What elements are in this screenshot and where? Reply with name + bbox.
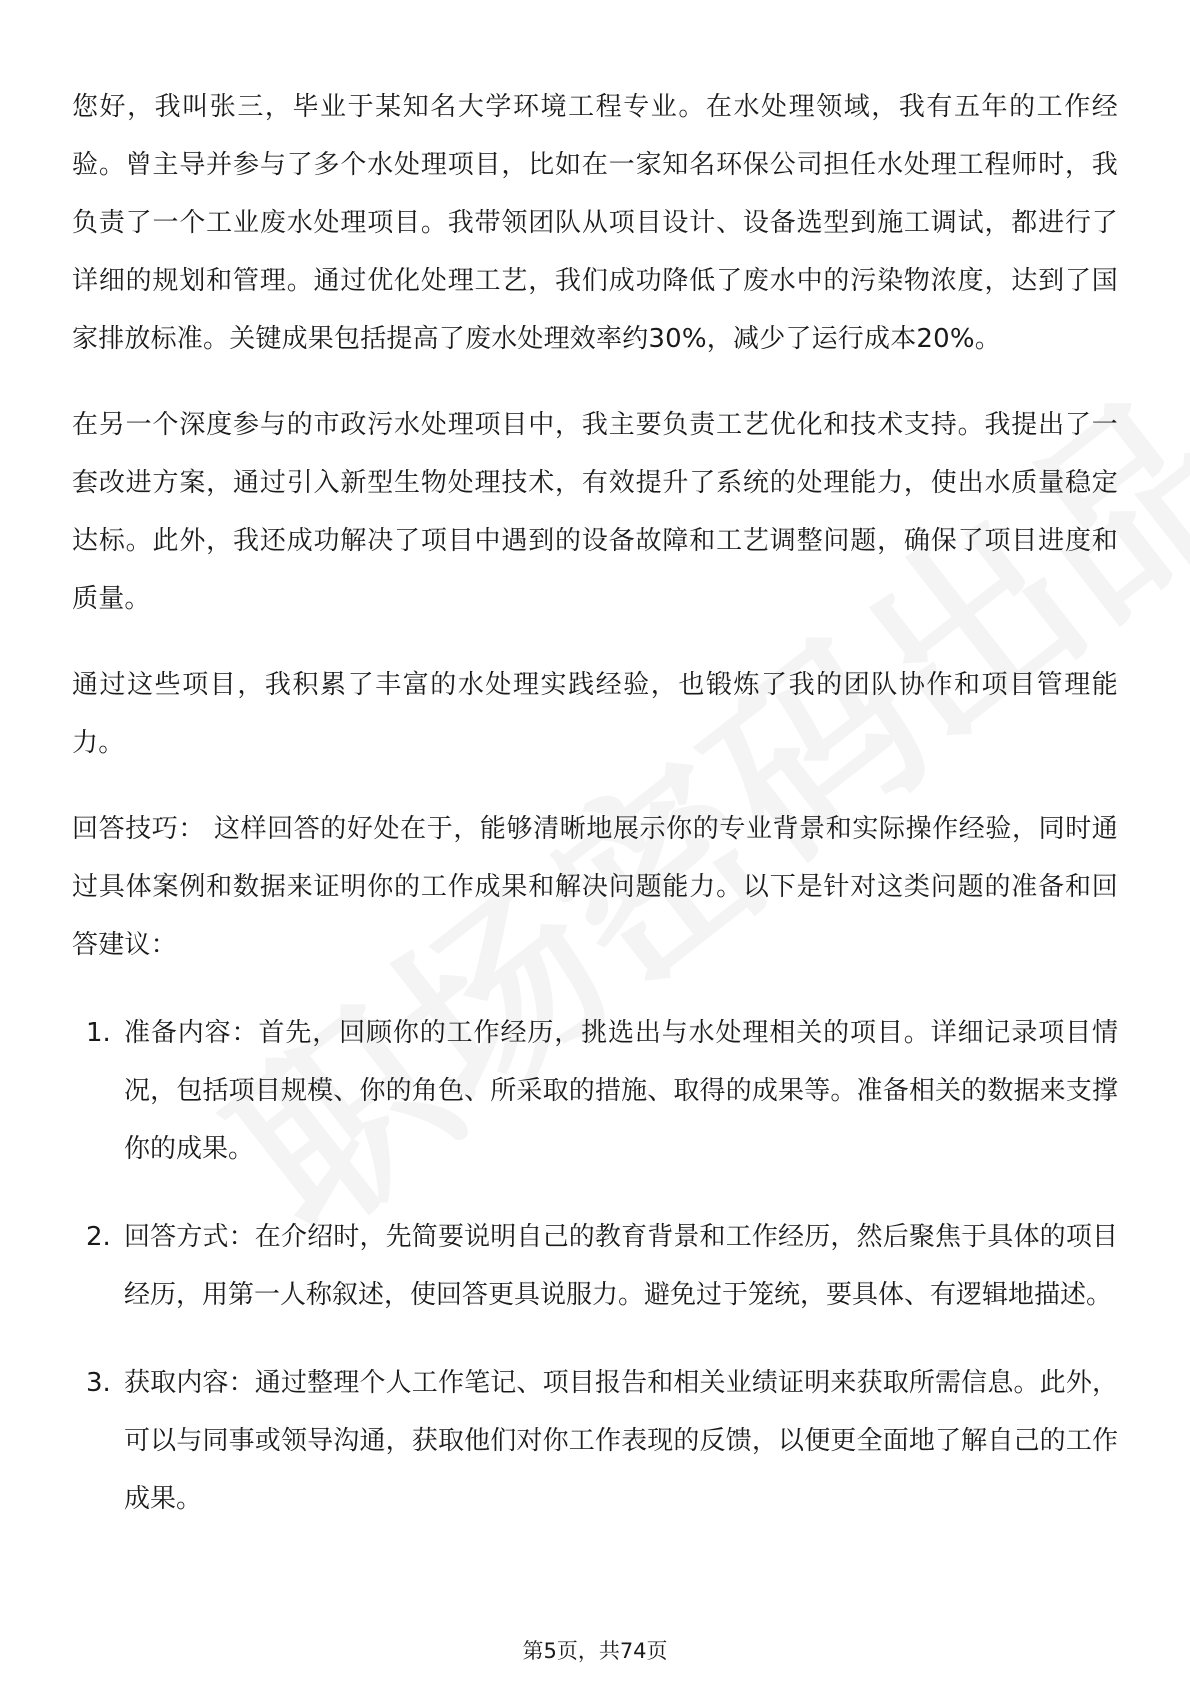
advice-list (72, 1004, 1118, 1528)
list-item (72, 1354, 1118, 1528)
list-item-number: 2. (86, 1222, 111, 1252)
list-item-number: 1. (86, 1018, 111, 1048)
paragraph-municipal-project: 在另一个深度参与的市政污水处理项目中，我主要负责工艺优化和技术支持。我提出了一套改进方案，通过引入新型生物处理技术，有效提升了系统的处理能力，使出水质量稳定达标。此外，我还成功解决了项目中遇到的设备故障和工艺调整问题，确保了项目进度和质量。 (72, 410, 1118, 614)
paragraph-intro: 您好，我叫张三，毕业于某知名大学环境工程专业。在水处理领域，我有五年的工作经验。曾主导并参与了多个水处理项目，比如在一家知名环保公司担任水处理工程师时，我负责了一个工业废水处理项目。我带领团队从项目设计、设备选型到施工调试，都进行了详细的规划和管理。通过优化处理工艺，我们成功降低了废水中的污染物浓度，达到了国家排放标准。关键成果包括提高了废水处理效率约30%，减少了运行成本20%。 (72, 92, 1118, 354)
list-item (72, 1004, 1118, 1178)
list-item-text: 回答方式：在介绍时，先简要说明自己的教育背景和工作经历，然后聚焦于具体的项目经历，用第一人称叙述，使回答更具说服力。避免过于笼统，要具体、有逻辑地描述。 (124, 1222, 1118, 1310)
list-item-number: 3. (86, 1368, 111, 1398)
paragraph-answer-tips: 回答技巧： 这样回答的好处在于，能够清晰地展示你的专业背景和实际操作经验，同时通过具体案例和数据来证明你的工作成果和解决问题能力。以下是针对这类问题的准备和回答建议： (72, 814, 1118, 960)
paragraph-summary: 通过这些项目，我积累了丰富的水处理实践经验，也锻炼了我的团队协作和项目管理能力。 (72, 670, 1118, 758)
list-item-text: 获取内容：通过整理个人工作笔记、项目报告和相关业绩证明来获取所需信息。此外，可以与同事或领导沟通，获取他们对你工作表现的反馈，以便更全面地了解自己的工作成果。 (124, 1368, 1118, 1514)
page-number: 第5页，共74页 (522, 1639, 668, 1663)
page-footer (0, 1636, 1190, 1666)
list-item-text: 准备内容：首先，回顾你的工作经历，挑选出与水处理相关的项目。详细记录项目情况，包括项目规模、你的角色、所采取的措施、取得的成果等。准备相关的数据来支撑你的成果。 (124, 1018, 1118, 1164)
document-body (72, 78, 1118, 1558)
list-item (72, 1208, 1118, 1324)
